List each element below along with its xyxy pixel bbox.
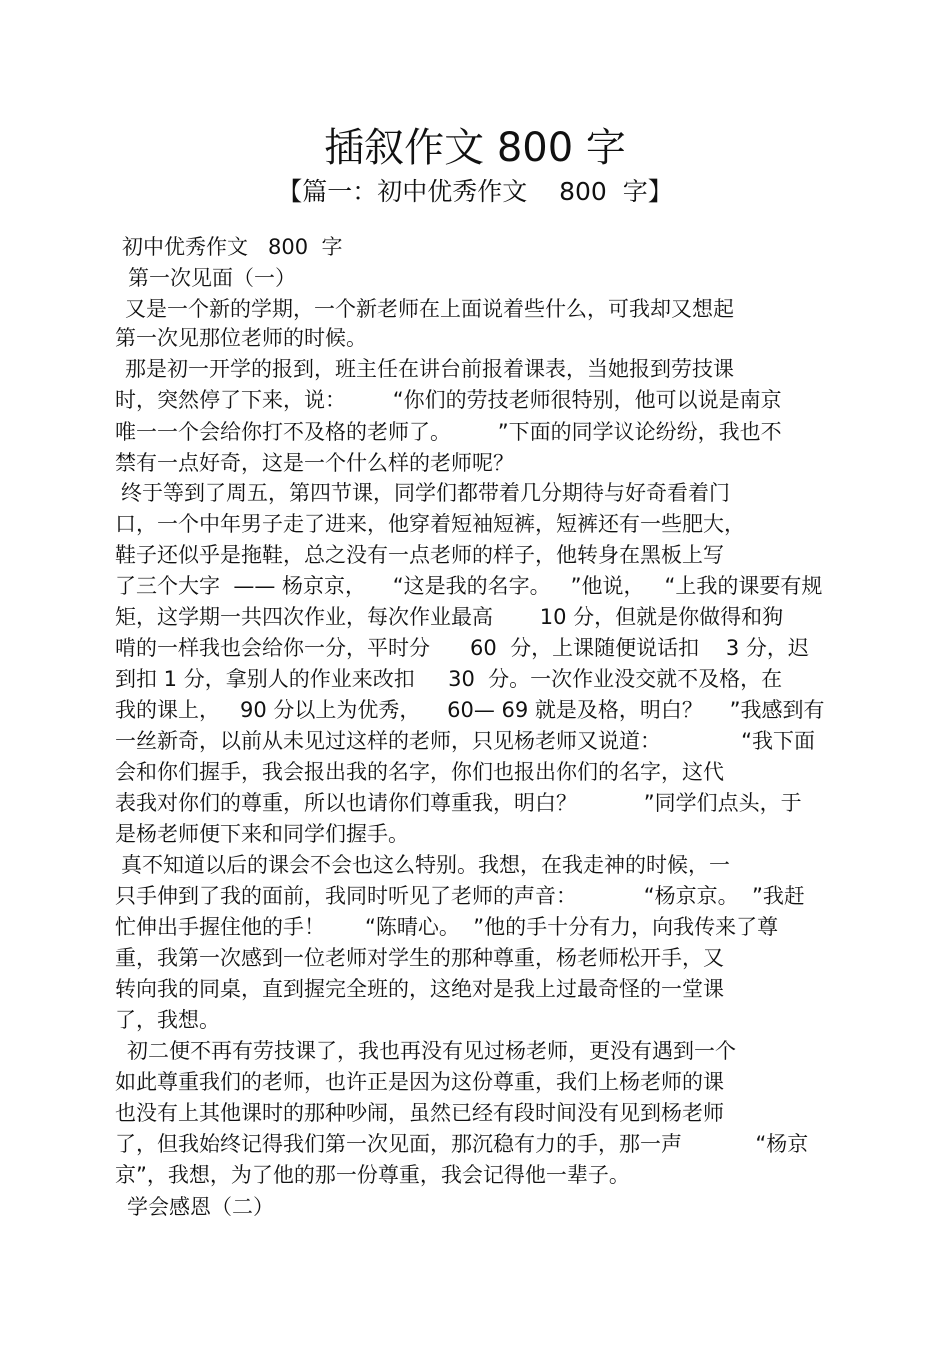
text-line: 转向我的同桌，直到握完全班的，这绝对是我上过最奇怪的一堂课 xyxy=(115,977,724,1001)
text-line: 了，我想。 xyxy=(115,1008,220,1032)
text-line: 表我对你们的尊重，所以也请你们尊重我，明白？ ”同学们点头，于 xyxy=(115,791,802,815)
text-line: 只手伸到了我的面前，我同时听见了老师的声音： “杨京京。 ”我赶 xyxy=(115,884,805,908)
text-line: 重，我第一次感到一位老师对学生的那种尊重，杨老师松开手，又 xyxy=(115,946,724,970)
text-line: 一丝新奇，以前从未见过这样的老师，只见杨老师又说道： “我下面 xyxy=(115,729,815,753)
text-line: 了，但我始终记得我们第一次见面，那沉稳有力的手，那一声 “杨京 xyxy=(115,1132,809,1156)
text-line: 时，突然停了下来，说： “你们的劳技老师很特别，他可以说是南京 xyxy=(115,388,782,412)
text-line: 第一次见那位老师的时候。 xyxy=(115,326,367,350)
text-line: 初二便不再有劳技课了，我也再没有见过杨老师，更没有遇到一个 xyxy=(127,1039,736,1063)
text-line: 会和你们握手，我会报出我的名字，你们也报出你们的名字，这代 xyxy=(115,760,724,784)
text-line: 真不知道以后的课会不会也这么特别。我想，在我走神的时候，一 xyxy=(121,853,730,877)
text-line: 学会感恩（二） xyxy=(127,1195,274,1219)
document-subtitle: 【篇一：初中优秀作文 800 字】 xyxy=(277,177,673,206)
text-line: 终于等到了周五，第四节课，同学们都带着几分期待与好奇看着门 xyxy=(121,481,730,505)
text-line: 是杨老师便下来和同学们握手。 xyxy=(115,822,409,846)
text-line: 我的课上， 90 分以上为优秀， 60— 69 就是及格，明白？ ”我感到有 xyxy=(115,698,825,722)
text-line: 如此尊重我们的老师，也许正是因为这份尊重，我们上杨老师的课 xyxy=(115,1070,724,1094)
document-title: 插叙作文 800 字 xyxy=(324,125,626,171)
text-line: 矩，这学期一共四次作业，每次作业最高 10 分，但就是你做得和狗 xyxy=(115,605,784,629)
text-line: 那是初一开学的报到，班主任在讲台前报着课表，当她报到劳技课 xyxy=(125,357,734,381)
text-line: 初中优秀作文 800 字 xyxy=(122,235,343,259)
text-line: 又是一个新的学期，一个新老师在上面说着些什么，可我却又想起 xyxy=(125,297,734,321)
text-line: 口，一个中年男子走了进来，他穿着短袖短裤，短裤还有一些肥大， xyxy=(115,512,745,536)
text-line: 唯一一个会给你打不及格的老师了。 ”下面的同学议论纷纷，我也不 xyxy=(115,420,782,444)
text-line: 也没有上其他课时的那种吵闹，虽然已经有段时间没有见到杨老师 xyxy=(115,1101,724,1125)
text-line: 忙伸出手握住他的手！ “陈晴心。 ”他的手十分有力，向我传来了尊 xyxy=(115,915,779,939)
text-line: 禁有一点好奇，这是一个什么样的老师呢？ xyxy=(115,451,514,475)
text-line: 到扣 1 分，拿别人的作业来改扣 30 分。一次作业没交就不及格，在 xyxy=(115,667,783,691)
text-line: 第一次见面（一） xyxy=(128,266,296,290)
text-line: 了三个大字 —— 杨京京， “这是我的名字。 ”他说， “上我的课要有规 xyxy=(115,574,823,598)
text-line: 鞋子还似乎是拖鞋，总之没有一点老师的样子，他转身在黑板上写 xyxy=(115,543,724,567)
text-line: 啃的一样我也会给你一分，平时分 60 分，上课随便说话扣 3 分，迟 xyxy=(115,636,809,660)
text-line: 京”，我想，为了他的那一份尊重，我会记得他一辈子。 xyxy=(115,1163,630,1187)
